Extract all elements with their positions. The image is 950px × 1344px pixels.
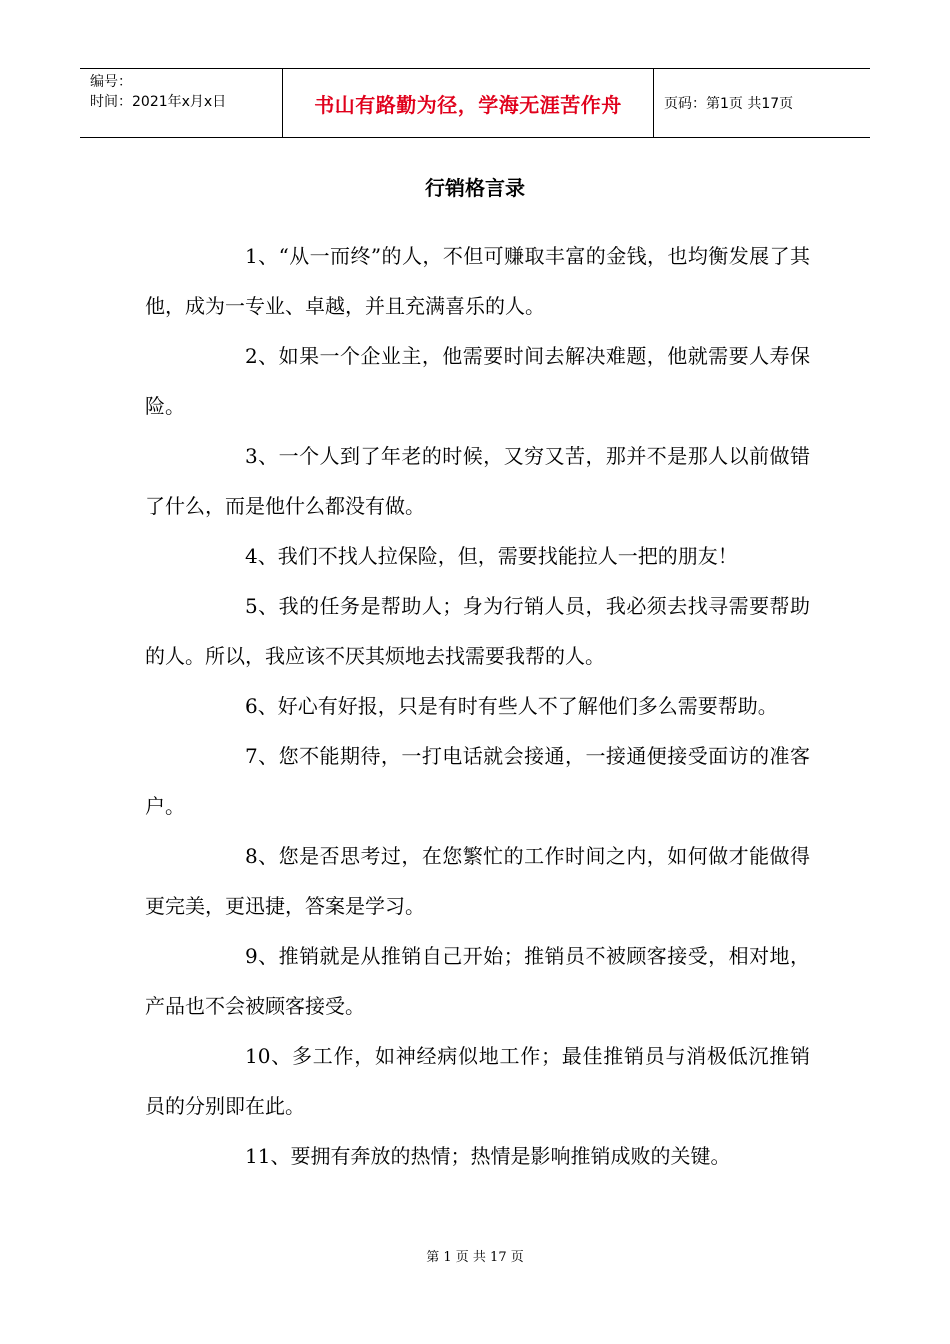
- header-meta: [80, 69, 282, 137]
- header-number-label: 编号：: [90, 74, 132, 90]
- header-date-label: 时间：2021年x月x日: [90, 94, 227, 110]
- paragraph-1: 1、“从一而终”的人，不但可赚取丰富的金钱，也均衡发展了其他，成为一专业、卓越，并且充满喜乐的人。: [145, 244, 810, 318]
- paragraph-6: 6、好心有好报，只是有时有些人不了解他们多么需要帮助。: [245, 694, 778, 718]
- paragraph-11: 11、要拥有奔放的热情；热情是影响推销成败的关键。: [245, 1144, 731, 1168]
- paragraph-10: 10、多工作，如神经病似地工作；最佳推销员与消极低沉推销员的分别即在此。: [145, 1044, 810, 1118]
- document-header: [80, 68, 870, 138]
- header-motto-cell: [282, 69, 654, 137]
- paragraph-9: 9、推销就是从推销自己开始；推销员不被顾客接受，相对地，产品也不会被顾客接受。: [145, 944, 810, 1018]
- paragraph-3: 3、一个人到了年老的时候，又穷又苦，那并不是那人以前做错了什么，而是他什么都没有做。: [145, 444, 810, 518]
- header-motto: 书山有路勤为径，学海无涯苦作舟: [314, 92, 622, 117]
- paragraph-7: 7、您不能期待，一打电话就会接通，一接通便接受面访的准客户。: [145, 744, 810, 818]
- page-title: 行销格言录: [425, 176, 525, 200]
- document-body: [145, 231, 810, 1181]
- paragraph-4: 4、我们不找人拉保险，但，需要找能拉人一把的朋友！: [245, 544, 738, 568]
- header-page-info: 页码：第1页 共17页: [664, 96, 794, 112]
- paragraph-2: 2、如果一个企业主，他需要时间去解决难题，他就需要人寿保险。: [145, 344, 810, 418]
- paragraph-5: 5、我的任务是帮助人；身为行销人员，我必须去找寻需要帮助的人。所以，我应该不厌其烦地去找需要我帮的人。: [145, 594, 810, 668]
- paragraph-8: 8、您是否思考过，在您繁忙的工作时间之内，如何做才能做得更完美，更迅捷，答案是学习。: [145, 844, 810, 918]
- page-footer: 第 1 页 共 17 页: [426, 1250, 524, 1265]
